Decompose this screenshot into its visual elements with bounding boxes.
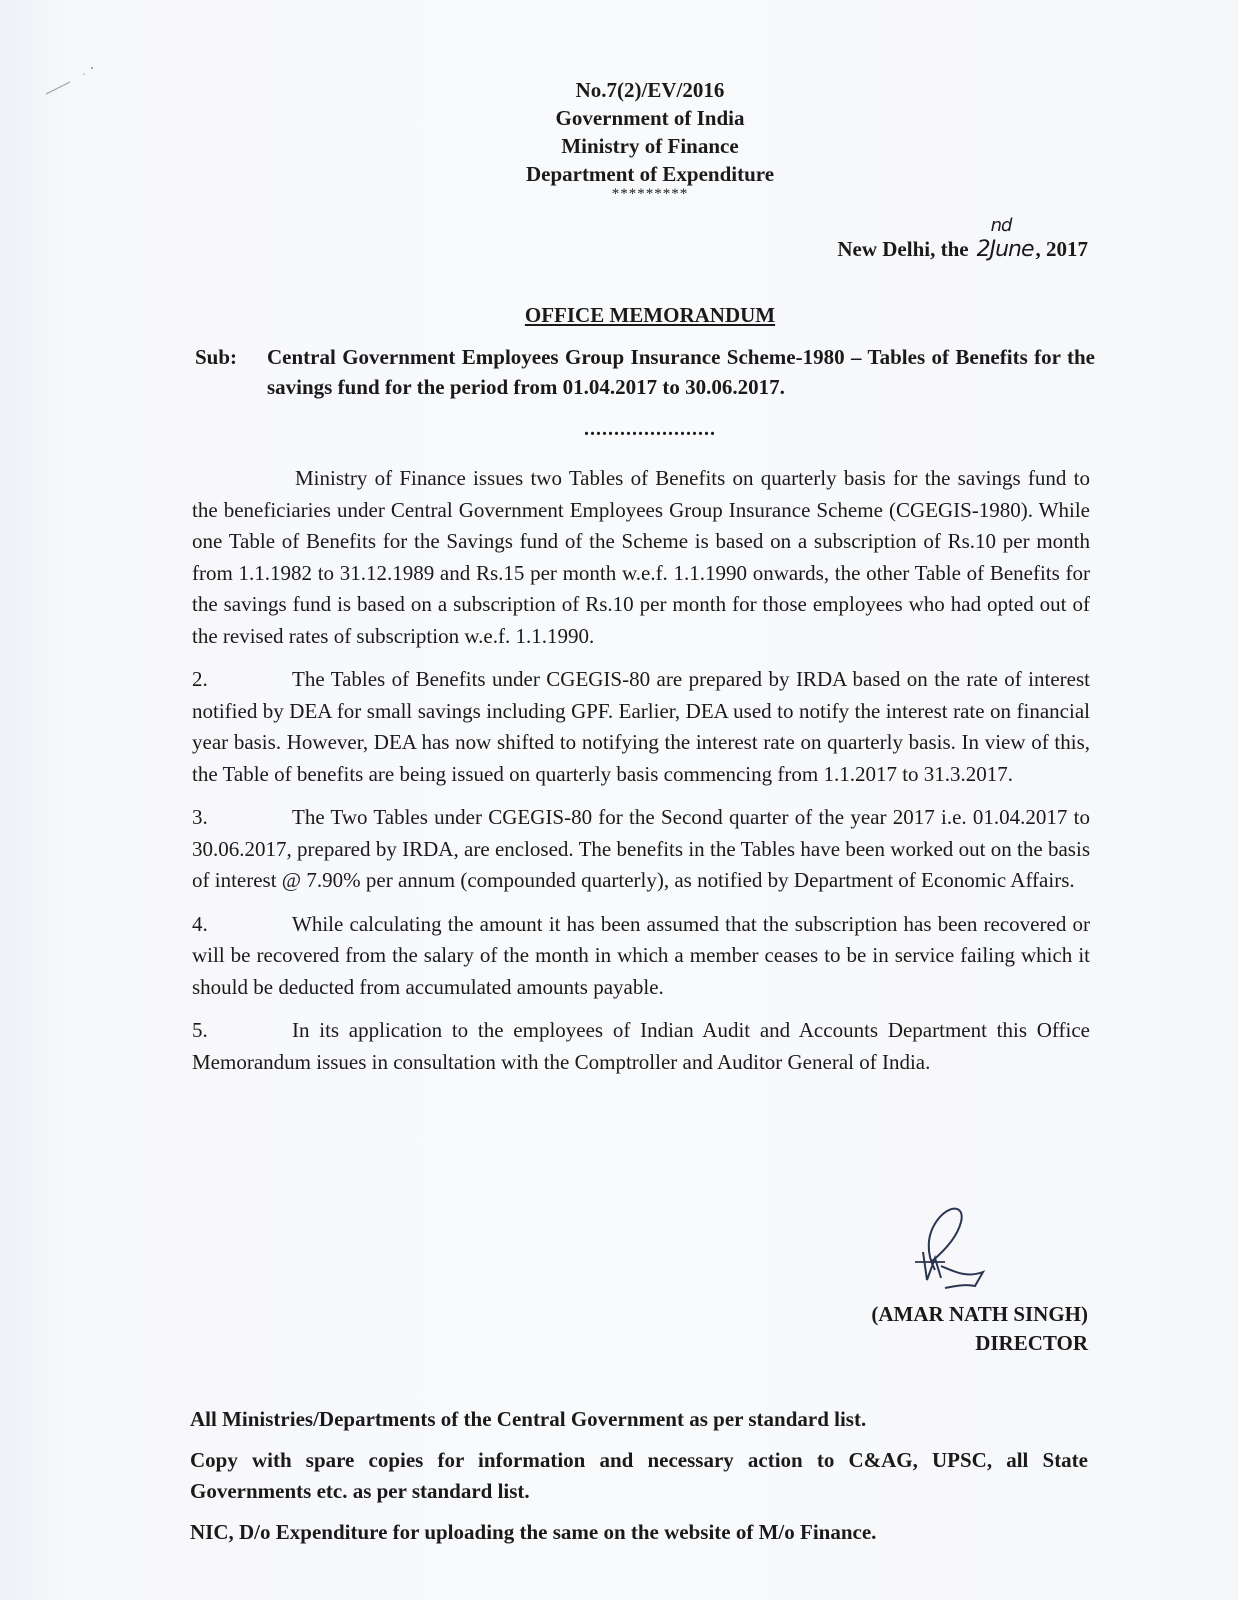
signatory-designation: DIRECTOR [975,1331,1088,1355]
subject-line [195,342,1095,402]
paragraph-number: 3. [192,805,208,829]
handwritten-day: 2 [976,237,990,262]
paragraph-text: The Two Tables under CGEGIS-80 for the Second quarter of the year 2017 i.e. 01.04.2017 to 30.06.2017, prepared by IRDA, are enclosed. The benefits in the Tables have been worked out on the basis of interest @ 7.90% per annum (compounded quarterly), as notified by Department of Economic Affairs. [192,805,1090,892]
signatory-name: (AMAR NATH SINGH) [871,1302,1088,1326]
distribution-list [190,1404,1088,1558]
file-number: No.7(2)/EV/2016 [575,78,725,102]
memo-title: OFFICE MEMORANDUM [524,303,776,327]
paragraph-2 [192,664,1090,790]
paragraph-4 [192,909,1090,1004]
paragraph-5 [192,1015,1090,1078]
header-stars: ********* [611,186,689,202]
paragraph-text: While calculating the amount it has been assumed that the subscription has been recovered or will be recovered from the salary of the month in which a member ceases to be in service failing which it should be deducted from accumulated amounts payable. [192,911,1090,999]
dateline [837,215,1088,262]
signatory-block [871,1300,1088,1358]
subject-label: Sub: [195,345,238,369]
subject-text: Central Government Employees Group Insurance Scheme-1980 – Tables of Benefits for the savings fund for the period from 01.04.2017 to 30.06.2017. [267,345,1095,399]
department-name: Department of Expenditure [525,162,775,186]
paragraph-number: 2. [192,667,208,691]
separator-dots: ...................... [584,418,716,440]
paragraph-number: 4. [192,911,208,936]
paragraph-number: 5. [192,1018,208,1042]
paragraph-text: The Tables of Benefits under CGEGIS-80 are prepared by IRDA based on the rate of interest notified by DEA for small savings including GPF. Earlier, DEA used to notify the interest rate on financial year basis. However, DEA has now shifted to notifying the interest rate on quarterly basis. In view of this, the Table of benefits are being issued on quarterly basis commencing from 1.1.2017 to 31.3.2017. [192,667,1090,786]
dateline-prefix: New Delhi, the [837,237,969,261]
paragraph-text: In its application to the employees of Indian Audit and Accounts Department this Office Memorandum issues in consultation with the Comptroller and Auditor General of India. [192,1018,1090,1074]
ministry-name: Ministry of Finance [561,134,739,158]
handwritten-signature [905,1200,1005,1292]
paragraph-3 [192,802,1090,897]
handwritten-date [976,215,1034,262]
paragraph-1 [192,463,1090,652]
dateline-year: , 2017 [1035,237,1088,261]
handwritten-month: June [989,237,1034,262]
memo-body [192,463,1090,1090]
government-name: Government of India [555,106,745,130]
paragraph-text: Ministry of Finance issues two Tables of Benefits on quarterly basis for the savings fund to the beneficiaries under Central Government Employees Group Insurance Scheme (CGEGIS-1980). While one Table of Benefits for the Savings fund of the Scheme is based on a subscription of Rs.10 per month from 1.1.1982 to 31.12.1989 and Rs.15 per month w.e.f. 1.1.1990 onwards, the other Table of Benefits for the savings fund is based on a subscription of Rs.10 per month for those employees who had opted out of the revised rates of subscription w.e.f. 1.1.1990. [192,466,1090,648]
handwritten-suffix: nd [990,215,1012,236]
distribution-item: Copy with spare copies for information and necessary action to C&AG, UPSC, all State Governments etc. as per standard list. [190,1448,1088,1503]
distribution-item: NIC, D/o Expenditure for uploading the same on the website of M/o Finance. [190,1520,877,1544]
letterhead [0,76,1238,200]
distribution-item: All Ministries/Departments of the Central Government as per standard list. [190,1407,867,1431]
